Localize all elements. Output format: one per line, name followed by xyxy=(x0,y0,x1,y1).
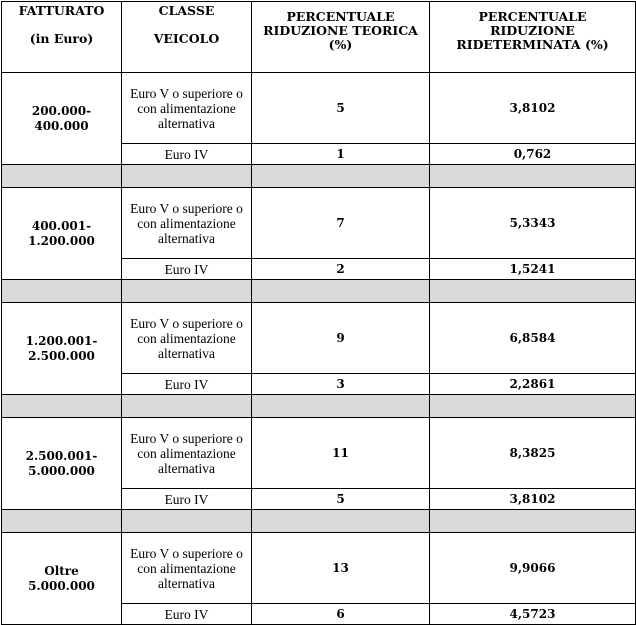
rideterminata-cell: 4,5723 xyxy=(430,604,636,625)
teorica-cell: 13 xyxy=(252,533,430,604)
classe-cell: Euro V o superiore o con alimentazione alternativa xyxy=(122,418,252,489)
fatturato-cell: 200.000- 400.000 xyxy=(2,73,122,165)
table-row xyxy=(2,418,636,489)
separator-row xyxy=(2,510,636,533)
teorica-cell: 3 xyxy=(252,374,430,395)
fatturato-cell: 400.001- 1.200.000 xyxy=(2,188,122,280)
classe-cell: Euro V o superiore o con alimentazione alternativa xyxy=(122,303,252,374)
header-fatturato: FATTURATO (in Euro) xyxy=(2,2,122,73)
table-row xyxy=(2,533,636,604)
classe-cell: Euro IV xyxy=(122,259,252,280)
header-row xyxy=(2,2,636,73)
fatturato-cell: Oltre 5.000.000 xyxy=(2,533,122,625)
rideterminata-cell: 8,3825 xyxy=(430,418,636,489)
classe-cell: Euro IV xyxy=(122,144,252,165)
teorica-cell: 5 xyxy=(252,73,430,144)
teorica-cell: 2 xyxy=(252,259,430,280)
table-row xyxy=(2,73,636,144)
separator-row xyxy=(2,165,636,188)
classe-cell: Euro V o superiore o con alimentazione alternativa xyxy=(122,73,252,144)
classe-cell: Euro V o superiore o con alimentazione alternativa xyxy=(122,188,252,259)
table-row xyxy=(2,303,636,374)
rideterminata-cell: 3,8102 xyxy=(430,73,636,144)
fatturato-cell: 2.500.001- 5.000.000 xyxy=(2,418,122,510)
header-riduzione-rideterminata: PERCENTUALE RIDUZIONE RIDETERMINATA (%) xyxy=(430,2,636,73)
teorica-cell: 9 xyxy=(252,303,430,374)
classe-cell: Euro V o superiore o con alimentazione alternativa xyxy=(122,533,252,604)
table-row xyxy=(2,188,636,259)
rideterminata-cell: 2,2861 xyxy=(430,374,636,395)
rideterminata-cell: 1,5241 xyxy=(430,259,636,280)
rideterminata-cell: 9,9066 xyxy=(430,533,636,604)
rideterminata-cell: 5,3343 xyxy=(430,188,636,259)
classe-cell: Euro IV xyxy=(122,604,252,625)
teorica-cell: 6 xyxy=(252,604,430,625)
fatturato-cell: 1.200.001- 2.500.000 xyxy=(2,303,122,395)
rideterminata-cell: 0,762 xyxy=(430,144,636,165)
riduzione-table xyxy=(1,1,636,625)
teorica-cell: 1 xyxy=(252,144,430,165)
teorica-cell: 11 xyxy=(252,418,430,489)
separator-row xyxy=(2,395,636,418)
header-classe-veicolo: CLASSE VEICOLO xyxy=(122,2,252,73)
teorica-cell: 5 xyxy=(252,489,430,510)
classe-cell: Euro IV xyxy=(122,489,252,510)
teorica-cell: 7 xyxy=(252,188,430,259)
separator-row xyxy=(2,280,636,303)
rideterminata-cell: 3,8102 xyxy=(430,489,636,510)
rideterminata-cell: 6,8584 xyxy=(430,303,636,374)
classe-cell: Euro IV xyxy=(122,374,252,395)
header-riduzione-teorica: PERCENTUALE RIDUZIONE TEORICA (%) xyxy=(252,2,430,73)
